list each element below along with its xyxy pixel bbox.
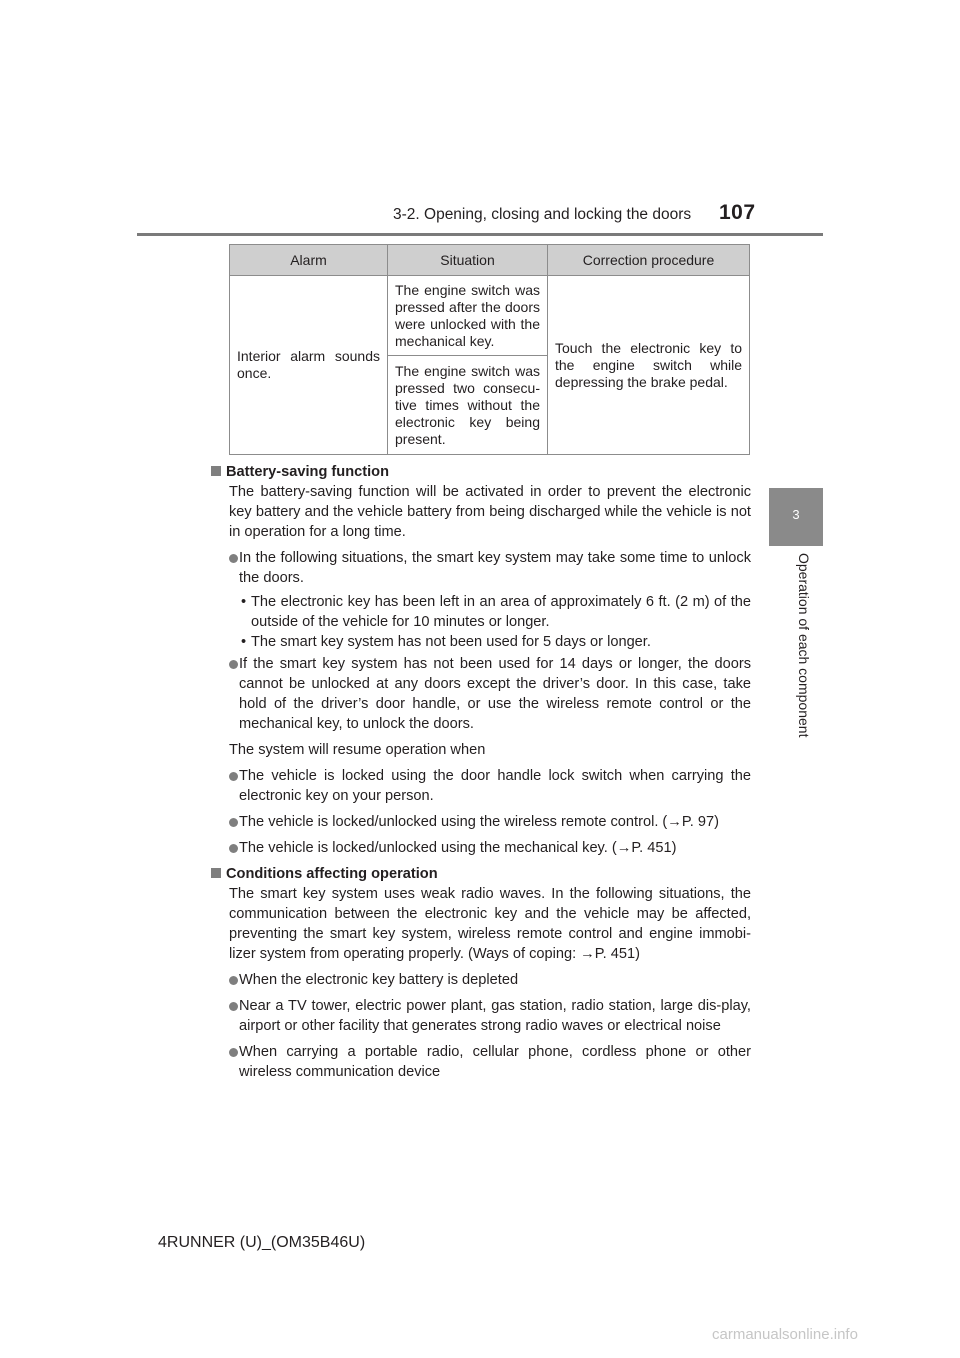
section-heading: Battery-saving function <box>211 462 751 482</box>
body-content <box>211 462 751 1082</box>
page-header <box>0 0 960 240</box>
page-number: 107 <box>719 201 756 224</box>
circle-bullet-icon <box>229 1048 238 1057</box>
table-header-row <box>230 245 750 276</box>
table-row <box>230 276 750 356</box>
circle-bullet-icon <box>229 660 238 669</box>
situation-cell: The engine switch was pressed after the doors were unlocked with the mechanical key. <box>388 276 548 356</box>
circle-bullet-icon <box>229 976 238 985</box>
situation-cell: The engine switch was pressed two consecu-tive times without the electronic key being present. <box>388 356 548 455</box>
sub-list-item: • The smart key system has not been used for 5 days or longer. <box>241 634 651 650</box>
header-correction: Correction procedure <box>548 245 750 276</box>
alarm-cell: Interior alarm sounds once. <box>230 276 388 455</box>
watermark: carmanualsonline.info <box>712 1326 858 1343</box>
list-item: The vehicle is locked/unlocked using the wireless remote control. (→P. 97) <box>211 812 751 832</box>
list-item: Near a TV tower, electric power plant, gas station, radio station, large dis-play, airport or other facility that generates strong radio waves or electrical noise <box>211 996 751 1036</box>
section-heading: Conditions affecting operation <box>211 864 751 884</box>
chapter-tab <box>769 488 823 546</box>
circle-bullet-icon <box>229 554 238 563</box>
section-title: 3-2. Opening, closing and locking the doors <box>393 206 692 223</box>
chapter-title: Operation of each component <box>796 553 812 738</box>
model-code: 4RUNNER (U)_(OM35B46U) <box>158 1234 366 1251</box>
list-item: In the following situations, the smart key system may take some time to unlock the doors. <box>211 548 751 588</box>
paragraph: The battery-saving function will be activated in order to prevent the electronic key battery and the vehicle battery from being discharged while the vehicle is not in operation for a long time. <box>229 484 751 540</box>
list-item: The vehicle is locked using the door handle lock switch when carrying the electronic key on your person. <box>211 766 751 806</box>
paragraph: The system will resume operation when <box>229 742 486 758</box>
header-situation: Situation <box>388 245 548 276</box>
list-item: When carrying a portable radio, cellular phone, cordless phone or other wireless communication device <box>211 1042 751 1082</box>
circle-bullet-icon <box>229 844 238 853</box>
circle-bullet-icon <box>229 772 238 781</box>
chapter-number: 3 <box>792 507 800 522</box>
circle-bullet-icon <box>229 818 238 827</box>
circle-bullet-icon <box>229 1002 238 1011</box>
correction-cell: Touch the electronic key to the engine switch while depressing the brake pedal. <box>548 276 750 455</box>
list-item: The vehicle is locked/unlocked using the mechanical key. (→P. 451) <box>211 838 751 858</box>
header-alarm: Alarm <box>230 245 388 276</box>
list-item: If the smart key system has not been used for 14 days or longer, the doors cannot be unlocked at any doors except the driver’s door. In this case, take hold of the driver’s door handle, or use the wireless remote control or the mechanical key, to unlock the doors. <box>211 654 751 734</box>
alarm-table <box>229 244 750 455</box>
list-item: When the electronic key battery is depleted <box>211 970 751 990</box>
paragraph: The smart key system uses weak radio waves. In the following situations, the communication between the electronic key and the vehicle may be affected, preventing the smart key system, wireless remote control and engine immobi-lizer system from operating properly. (Ways of coping: →P. 451) <box>229 886 751 962</box>
header-rule <box>137 233 823 236</box>
square-bullet-icon <box>211 466 221 476</box>
square-bullet-icon <box>211 868 221 878</box>
sub-list-item: • The electronic key has been left in an area of approximately 6 ft. (2 m) of the outside of the vehicle for 10 minutes or longer. <box>241 594 751 630</box>
